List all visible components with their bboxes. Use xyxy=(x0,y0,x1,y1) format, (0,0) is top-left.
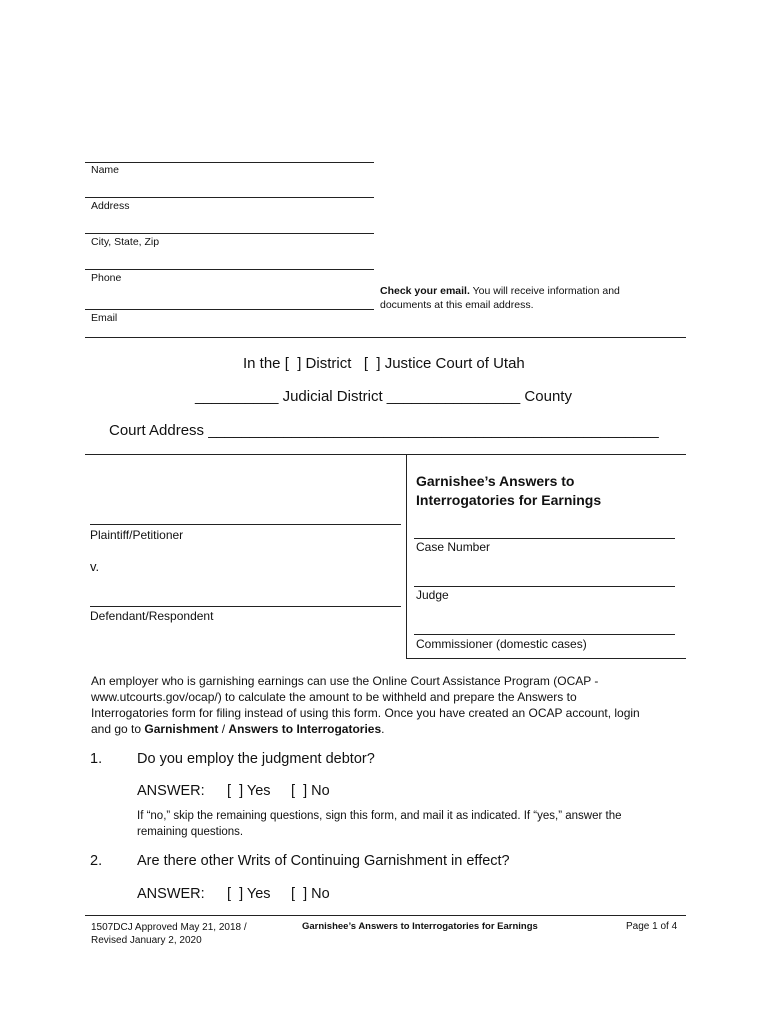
question-1-note-line1: If “no,” skip the remaining questions, sign this form, and mail it as indicated. If “yes,” answer the xyxy=(137,810,622,822)
judicial-district-line: __________ Judicial District ________________ County xyxy=(195,388,572,405)
footer-page-number: Page 1 of 4 xyxy=(626,921,678,932)
city-state-zip-label: City, State, Zip xyxy=(91,236,160,248)
intro-paragraph xyxy=(91,673,691,737)
commissioner-label: Commissioner (domestic cases) xyxy=(416,637,587,651)
intro-line4-end: . xyxy=(381,722,385,736)
email-label: Email xyxy=(91,312,118,324)
document-title-line2: Interrogatories for Earnings xyxy=(416,492,602,508)
name-line[interactable] xyxy=(85,162,374,163)
address-line[interactable] xyxy=(85,197,374,198)
phone-label: Phone xyxy=(91,272,122,284)
email-note xyxy=(380,284,620,312)
question-1-no-checkbox[interactable]: [ ] No xyxy=(291,783,330,799)
footer-title: Garnishee’s Answers to Interrogatories for Earnings xyxy=(302,921,538,932)
footer-left-line1: 1507DCJ Approved May 21, 2018 / xyxy=(91,922,247,933)
email-note-bold: Check your email. xyxy=(380,285,470,297)
caption-vertical-divider xyxy=(406,454,407,658)
garnishment-link-text: Garnishment xyxy=(144,722,219,736)
document-title xyxy=(416,472,601,510)
intro-line4-start: and go to xyxy=(91,722,145,736)
defendant-label: Defendant/Respondent xyxy=(90,609,214,623)
commissioner-line[interactable] xyxy=(414,634,675,635)
question-2-no-checkbox[interactable]: [ ] No xyxy=(291,886,330,902)
versus-label: v. xyxy=(90,559,100,574)
intro-line2: www.utcourts.gov/ocap/) to calculate the amount to be withheld and prepare the Answers to xyxy=(91,690,577,704)
footer-divider xyxy=(85,915,686,916)
intro-line4 xyxy=(91,721,691,737)
judge-line[interactable] xyxy=(414,586,675,587)
intro-line1: An employer who is garnishing earnings can use the Online Court Assistance Program (OCAP - xyxy=(91,674,599,688)
plaintiff-label: Plaintiff/Petitioner xyxy=(90,528,184,542)
question-1-yes-checkbox[interactable]: [ ] Yes xyxy=(227,783,271,799)
name-label: Name xyxy=(91,164,120,176)
question-1-answer-label: ANSWER: xyxy=(137,783,205,799)
question-2-yes-checkbox[interactable]: [ ] Yes xyxy=(227,886,271,902)
court-type-line: In the [ ] District [ ] Justice Court of Utah xyxy=(243,355,525,372)
city-state-zip-line[interactable] xyxy=(85,233,374,234)
question-1-text: Do you employ the judgment debtor? xyxy=(137,751,375,767)
document-title-line1: Garnishee’s Answers to xyxy=(416,473,575,489)
question-1-note xyxy=(137,808,687,840)
answers-link-text: Answers to Interrogatories xyxy=(228,722,382,736)
question-2-number: 2. xyxy=(90,853,103,869)
question-1-number: 1. xyxy=(90,751,103,767)
question-2-text: Are there other Writs of Continuing Garnishment in effect? xyxy=(137,853,510,869)
question-1-note-line2: remaining questions. xyxy=(137,826,244,838)
caption-top-border xyxy=(85,454,686,455)
plaintiff-line[interactable] xyxy=(90,524,401,525)
email-line[interactable] xyxy=(85,309,374,310)
email-note-rest: You will receive information and xyxy=(469,285,620,297)
judge-label: Judge xyxy=(416,588,449,602)
court-address-line: Court Address ______________________________________________________ xyxy=(109,422,659,439)
phone-line[interactable] xyxy=(85,269,374,270)
header-divider xyxy=(85,337,686,338)
footer-left-line2: Revised January 2, 2020 xyxy=(91,935,202,946)
caption-bottom-border xyxy=(406,658,686,659)
question-2-answer-label: ANSWER: xyxy=(137,886,205,902)
footer-form-id xyxy=(91,921,247,947)
case-number-label: Case Number xyxy=(416,540,491,554)
intro-line3: Interrogatories form for filing instead of using this form. Once you have created an OCAP account, login xyxy=(91,706,640,720)
defendant-line[interactable] xyxy=(90,606,401,607)
address-label: Address xyxy=(91,200,130,212)
intro-line4-sep: / xyxy=(218,722,229,736)
email-note-line2: documents at this email address. xyxy=(380,299,534,311)
